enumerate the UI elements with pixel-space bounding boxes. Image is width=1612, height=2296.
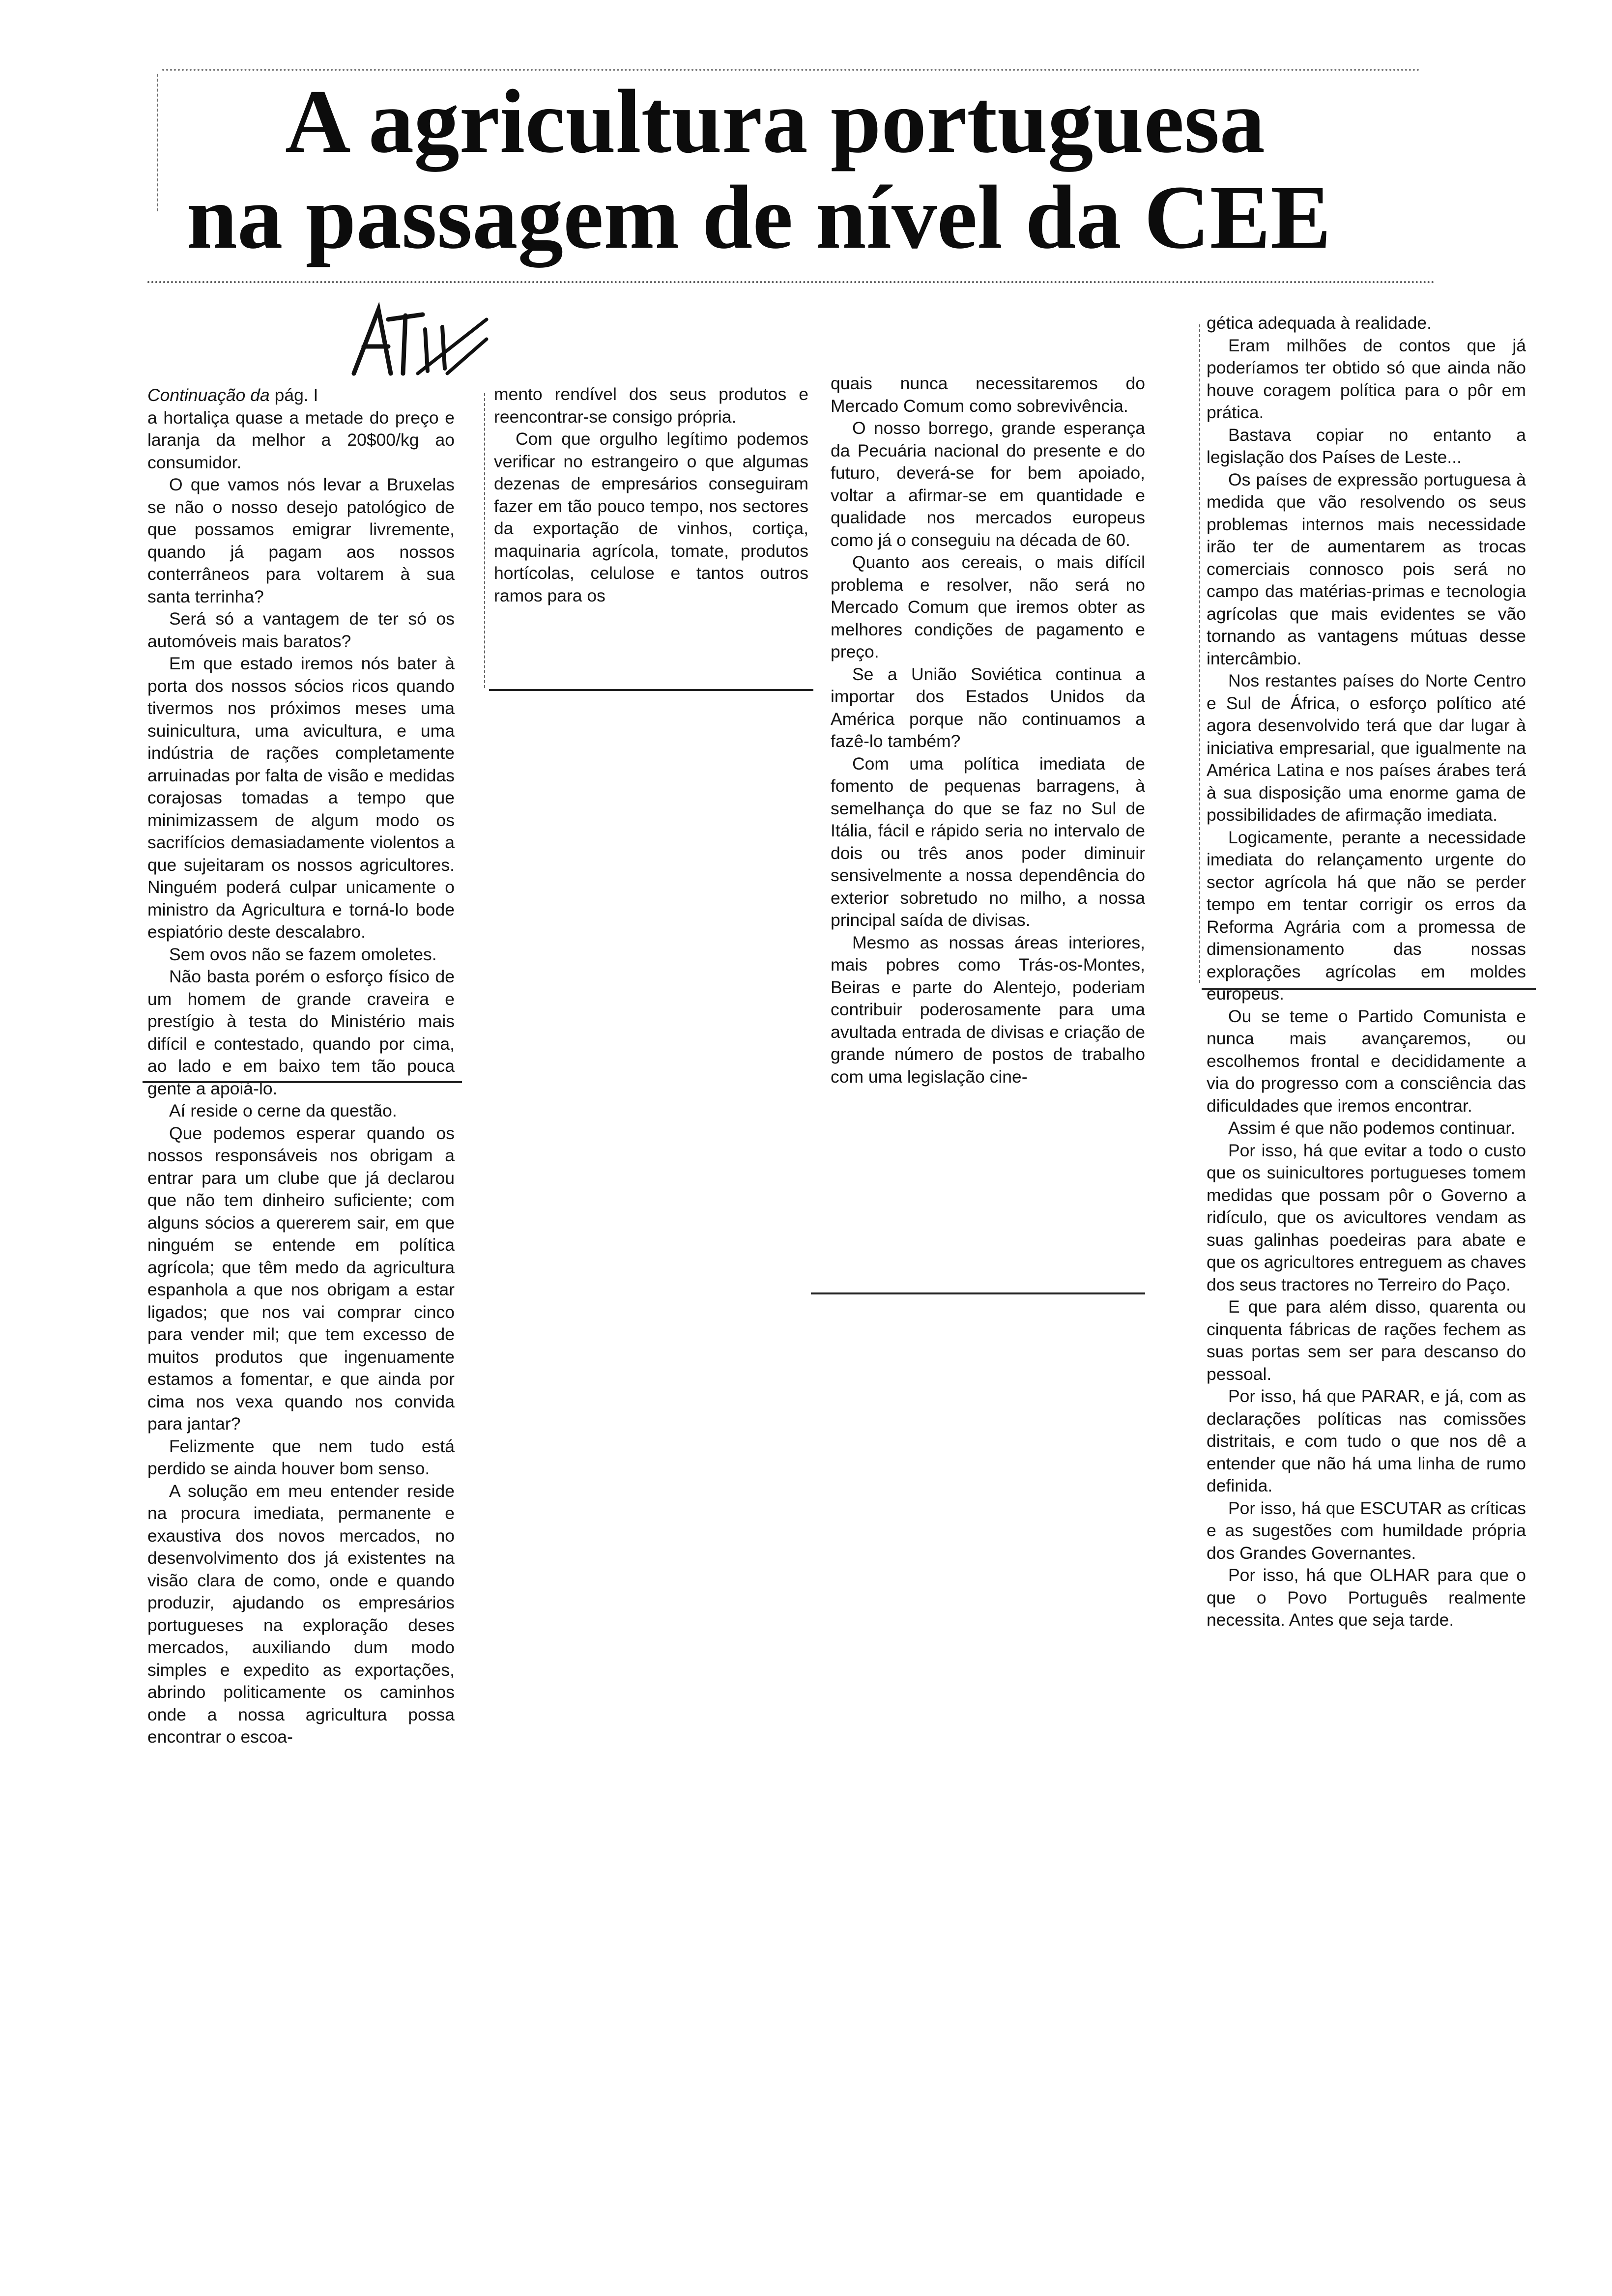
paragraph: Em que estado iremos nós bater à porta dos nossos sócios ricos quando tivermos nos próximos meses uma suinicultura, uma avicultura, e uma indústria de rações completamente arruinadas por falta de visão e medidas corajosas tomadas a tempo que minimizassem de algum modo os sacrifícios demasiadamente violentos a que sujeitaram os nossos agricultores. Ninguém poderá culpar unicamente o ministro da Agricultura e torná-lo bode espiatório deste descalabro. xyxy=(147,654,455,942)
paragraph: Bastava copiar no entanto a legislação dos Países de Leste... xyxy=(1207,425,1526,467)
paragraph: Aí reside o cerne da questão. xyxy=(169,1101,397,1120)
paragraph: E que para além disso, quarenta ou cinquenta fábricas de rações fechem as suas portas sem ser para descanso do pessoal. xyxy=(1207,1297,1526,1384)
headline-dotted-rule xyxy=(147,281,1435,283)
article-column-4 xyxy=(1207,312,1526,1632)
column-1-end-rule xyxy=(143,1081,462,1083)
paragraph: O que vamos nós levar a Bruxelas se não o nosso desejo patológico de que possamos emigrar livremente, quando já pagam aos nossos conterrâneos para voltarem à sua santa terrinha? xyxy=(147,475,455,606)
handwritten-initials-signature xyxy=(344,300,491,383)
paragraph: O nosso borrego, grande esperança da Pecuária nacional do presente e do futuro, deverá-se for bem apoiado, voltar a afirmar-se em quantidade e qualidade nos mercados europeus como já o conseguiu na década de 60. xyxy=(831,418,1145,550)
paragraph: Com que orgulho legítimo podemos verificar no estrangeiro o que algumas dezenas de empresários conseguiram fazer em tão pouco tempo, nos sectores da exportação de vinhos, cortiça, maquinaria agrícola, tomate, produtos hortícolas, celulose e tantos outros ramos para os xyxy=(494,429,808,605)
paragraph: Mesmo as nossas áreas interiores, mais pobres como Trás-os-Montes, Beiras e parte do Alentejo, poderiam contribuir poderosamente para uma avultada entrada de divisas e criação de grande número de postos de trabalho com uma legislação cine- xyxy=(831,932,1145,1087)
paragraph: Ou se teme o Partido Comunista e nunca mais avançaremos, ou escolhemos frontal e decididamente a via do progresso com a consciência das dificuldades que iremos encontrar. xyxy=(1207,1006,1526,1116)
continuation-note xyxy=(147,384,455,407)
paragraph: Com uma política imediata de fomento de pequenas barragens, à semelhança do que se faz no Sul de Itália, fácil e rápido seria no intervalo de dois ou três anos poder diminuir sensivelmente a nossa dependência do exterior sobretudo no milho, a nossa principal saída de divisas. xyxy=(831,753,1145,930)
paragraph: Não basta porém o esforço físico de um homem de grande craveira e prestígio à testa do Ministério mais difícil e contestado, quando por cima, ao lado e em baixo tem tão pouca gente a apoiá-lo. xyxy=(147,967,455,1098)
paragraph: Por isso, há que OLHAR para que o que o Povo Português realmente necessita. Antes que seja tarde. xyxy=(1207,1565,1526,1630)
paragraph: a hortaliça quase a metade do preço e laranja da melhor a 20$00/kg ao consumidor. xyxy=(147,407,455,472)
paragraph: Por isso, há que ESCUTAR as críticas e as sugestões com humildade própria dos Grandes Governantes. xyxy=(1207,1498,1526,1563)
column-divider xyxy=(1199,324,1200,983)
paragraph: Logicamente, perante a necessidade imediata do relançamento urgente do sector agrícola há que não se perder tempo em tentar corrigir os erros da Reforma Agrária com a promessa de dimensionamento das nossas explorações agrícolas em moldes europeus. xyxy=(1207,827,1526,1004)
paragraph: Os países de expressão portuguesa à medida que vão resolvendo os seus problemas internos mais necessidade irão ter de aumentarem as trocas comerciais connosco pois será no campo das matérias-primas e tecnologia agrícolas que mais evidentes se vão tornando as vantagens mútuas desse intercâmbio. xyxy=(1207,469,1526,668)
continuation-page: pág. I xyxy=(274,385,318,405)
left-margin-mark xyxy=(157,74,158,211)
article-column-2 xyxy=(494,383,808,607)
paragraph: Eram milhões de contos que já poderíamos ter obtido só que ainda não houve coragem política para o pôr em prática. xyxy=(1207,335,1526,422)
paragraph: Por isso, há que evitar a todo o custo que os suinicultores portugueses tomem medidas que possam pôr o Governo a ridículo, que os avicultores vendam as suas galinhas poedeiras para abate e que os agricultores entreguem as chaves dos seus tractores no Terreiro do Paço. xyxy=(1207,1140,1526,1294)
headline-line-1: A agricultura portuguesa xyxy=(285,71,1265,172)
column-2-end-rule xyxy=(489,689,813,691)
paragraph: gética adequada à realidade. xyxy=(1207,313,1432,333)
article-headline xyxy=(167,71,1494,268)
paragraph: Que podemos esperar quando os nossos responsáveis nos obrigam a entrar para um clube que já declarou que não tem dinheiro suficiente; com alguns sócios a quererem sair, em que ninguém se entende em política agrícola; que têm medo da agricultura espanhola a que nos obrigam a estar ligados; que nos vai comprar cinco para vender mil; que tem excesso de muitos produtos que ingenuamente estamos a fomentar, e que ainda por cima nos vexa quando nos convida para jantar? xyxy=(147,1123,455,1434)
paragraph: Felizmente que nem tudo está perdido se ainda houver bom senso. xyxy=(147,1436,455,1478)
column-4-end-rule xyxy=(1202,988,1536,990)
paragraph: Nos restantes países do Norte Centro e Sul de África, o esforço político até agora desenvolvido terá que dar lugar à iniciativa empresarial, que igualmente na América Latina e nos países árabes terá à sua disposição uma enorme gama de possibilidades de afirmação imediata. xyxy=(1207,671,1526,825)
paragraph: mento rendível dos seus produtos e reencontrar-se consigo própria. xyxy=(494,384,808,427)
paragraph: Por isso, há que PARAR, e já, com as declarações políticas nas comissões distritais, e com tudo o que nos dê a entender que não há uma linha de rumo definida. xyxy=(1207,1386,1526,1495)
headline-line-2: na passagem de nível da CEE xyxy=(187,167,1331,268)
paragraph: Quanto aos cereais, o mais difícil problema e resolver, não será no Mercado Comum que iremos obter as melhores condições de pagamento e preço. xyxy=(831,552,1145,661)
paragraph: Se a União Soviética continua a importar dos Estados Unidos da América porque não continuamos a fazê-lo também? xyxy=(831,664,1145,751)
column-divider xyxy=(484,393,485,688)
continuation-label: Continuação da xyxy=(147,385,270,405)
paragraph: Será só a vantagem de ter só os automóveis mais baratos? xyxy=(147,609,455,651)
column-3-end-rule xyxy=(811,1292,1145,1294)
top-dotted-rule xyxy=(162,69,1420,71)
paragraph: Assim é que não podemos continuar. xyxy=(1228,1118,1516,1138)
article-column-3 xyxy=(831,373,1145,1088)
article-column-1 xyxy=(147,384,455,1749)
paragraph: quais nunca necessitaremos do Mercado Comum como sobrevivência. xyxy=(831,373,1145,416)
paragraph: A solução em meu entender reside na procura imediata, permanente e exaustiva dos novos mercados, no desenvolvimento dos já existentes na visão clara de como, onde e quando produzir, ajudando os empresários portugueses na exploração deses mercados, auxiliando dum modo simples e expedito as exportações, abrindo politicamente os caminhos onde a nossa agricultura possa encontrar o escoa- xyxy=(147,1481,455,1747)
paragraph: Sem ovos não se fazem omoletes. xyxy=(169,944,437,964)
